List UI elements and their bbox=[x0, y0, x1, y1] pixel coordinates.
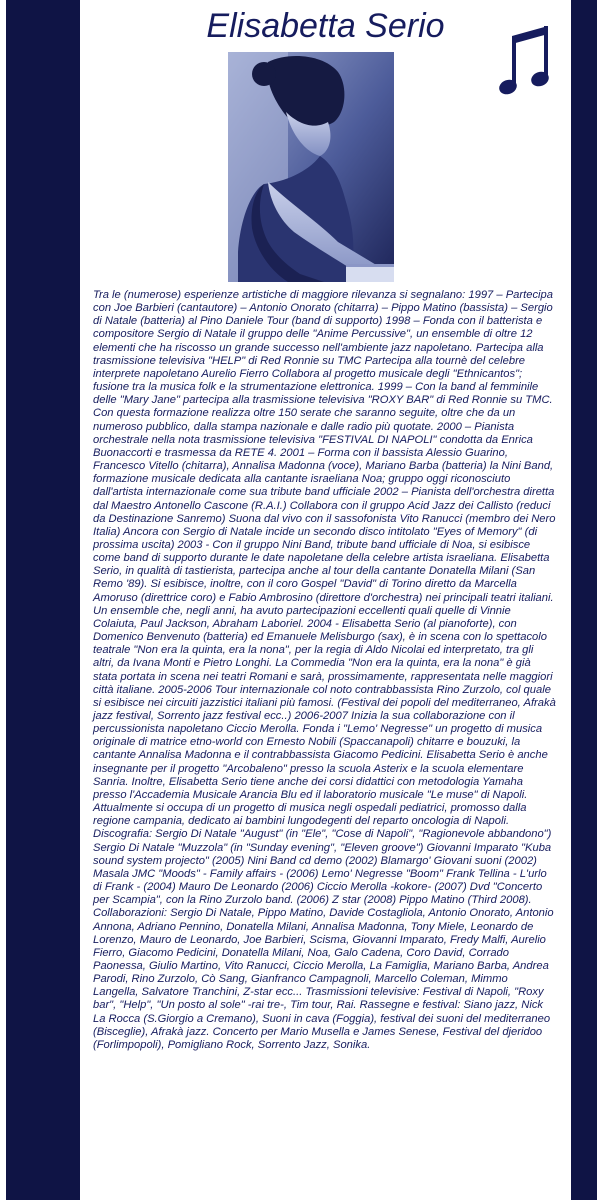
portrait-photo bbox=[228, 52, 394, 282]
main-content bbox=[80, 0, 571, 1200]
page-title: Elisabetta Serio bbox=[206, 7, 445, 45]
biography-text: Tra le (numerose) esperienze artistiche di maggiore rilevanza si segnalano: 1997 – Partecipa con Joe Barbieri (cantautore) – Antonio Onorato (chitarra) – Pippo Matino (bassista) – Sergio di Natale (batteria) al Pino Daniele Tour (band di supporto) 1998 – Fonda con il batterista e compositore Sergio di Natale il gruppo delle "Anime Percussive", un ensemble di oltre 12 elementi che ha riscosso un grande successo nell'ambiente jazz napoletano. Partecipa alla trasmissione televisiva "HELP" di Red Ronnie su TMC Partecipa alla tournè del celebre interprete napoletano Aurelio Fierro Collabora al progetto musicale degli "Ethnicantos"; fusione tra la musica folk e la strumentazione elettronica. 1999 – Con la band al femminile delle "Mary Jane" partecipa alla trasmissione televisiva "ROXY BAR" di Red Ronnie su TMC. Con questa formazione realizza oltre 150 serate che saranno seguite, oltre che da un numeroso pubblico, dalla stampa nazionale e dalle radio più quotate. 2000 – Pianista orchestrale nella nota trasmissione televisiva "FESTIVAL DI NAPOLI" condotta da Enrica Buonaccorti e trasmessa da RETE 4. 2001 – Forma con il bassista Alessio Guarino, Francesco Vitello (chitarra), Annalisa Madonna (voce), Mariano Barba (batteria) la Nini Band, formazione musicale dedicata alla cantante israeliana Noa; gruppo oggi riconosciuto dall'artista internazionale come sua tribute band ufficiale 2002 – Pianista dell'orchestra diretta dal Maestro Antonello Cascone (R.A.I.) Collabora con il gruppo Acid Jazz dei Callisto (reduci da Destinazione Sanremo) Suona dal vivo con il sassofonista Vito Ranucci (membro dei Nero Italia) Ancora con Sergio di Natale incide un secondo disco intitolato "Eyes of Memory" (di prossima uscita) 2003 - Con il gruppo Nini Band, tribute band ufficiale di Noa, si esibisce come band di supporto durante le date napoletane della celebre artista israeliana. Elisabetta Serio, in qualità di tastierista, partecipa anche al tour della cantante Donatella Milani (San Remo '89). Si esibisce, inoltre, con il coro Gospel "David" di Torino diretto da Marcella Amoruso (direttrice coro) e Fabio Ambrosino (direttore d'orchestra) nei principali teatri italiani. Un ensemble che, negli anni, ha avuto partecipazioni eccellenti quali quelle di Vinnie Colaiuta, Paul Jackson, Abraham Laboriel. 2004 - Elisabetta Serio (al pianoforte), con Domenico Benvenuto (batteria) ed Emanuele Melisburgo (sax), è in scena con lo spettacolo teatrale "Non era la quinta, era la nona", per la regia di Aldo Nicolai ed interpretato, tra gli altri, da Ivana Monti e Pietro Longhi. La Commedia "Non era la quinta, era la nona" è già stata portata in scena nei teatri Romani e sarà, prossimamente, rappresentata nelle maggiori città italiane. 2005-2006 Tour internazionale col noto contrabbassista Rino Zurzolo, col quale si esibisce nei circuiti jazzistici italiani più famosi. (Festival dei popoli del mediterraneo, Afrakà jazz festival, Sorrento jazz festival ecc..) 2006-2007 Inizia la sua collaborazione con il percussionista napoletano Ciccio Merolla. Fonda i "Lemo' Negresse" un progetto di musica originale di matrice etno-world con Ernesto Nobili (Spaccanapoli) chitarre e bouzuki, la cantante Annalisa Madonna e il contrabbassista Giacomo Pedicini. Elisabetta Serio è anche insegnante per il progetto "Arcobaleno" presso la scuola Asterix e la scuola elementare Sanria. Inoltre, Elisabetta Serio tiene anche dei corsi didattici con metodologia Yamaha presso l'Accademia Musicale Arancia Blu ed il laboratorio musicale "Le muse" di Napoli. Attualmente si occupa di un progetto di musica negli ospedali pediatrici, promosso dalla regione campania, dedicato ai bambini lungodegenti del reparto oncologia di Napoli. Discografia: Sergio Di Natale "August" (in "Ele", "Cose di Napoli", "Ragionevole abbandono") Sergio Di Natale "Muzzola" (in "Sunday evening", "Eleven groove") Giovanni Imparato "Kuba sound system projecto" (2005) Nini Band cd demo (2002) Blamargo' Giovani suoni (2002) Masala JMC "Moods" - Family affairs - (2006) Lemo' Negresse "Boom" Frank Tellina - L'urlo di Frank - (2004) Mauro De Leonardo (2006) Ciccio Merolla -kokore- (2007) Dvd "Concerto per Scampia", con la Rino Zurzolo band. (2006) Z star (2008) Pippo Matino (Third 2008). Collaborazioni: Sergio Di Natale, Pippo Matino, Davide Costagliola, Antonio Onorato, Antonio Annona, Adriano Pennino, Donatella Milani, Annalisa Madonna, Tony Miele, Leonardo de Lorenzo, Mauro de Leonardo, Joe Barbieri, Scisma, Giovanni Imparato, Fredy Malfi, Aurelio Fierro, Giacomo Pedicini, Donatella Milani, Noa, Galo Cadena, Coro David, Corrado Paonessa, Giulio Martino, Vito Ranucci, Ciccio Merolla, La Famiglia, Mariano Barba, Andrea Parodi, Rino Zurzolo, Cò Sang, Gianfranco Campagnoli, Marcello Coleman, Mimmo Langella, Salvatore Tranchini, Z-star ecc... Trasmissioni televisive: Festival di Napoli, "Roxy bar", "Help", "Un posto al sole" -rai tre-, Tim tour, Rai. Rassegne e festival: Siano jazz, Nick La Rocca (S.Giorgio a Cremano), Suoni in cava (Foggia), festival dei suoni del mediterraneo (Bisceglie), Afrakà jazz. Concerto per Mario Musella e James Senese, Festival del djeridoo (Forlimpopoli), Pomigliano Rock, Sorrento Jazz, Sonika. bbox=[93, 289, 556, 1051]
page-margin-right bbox=[597, 0, 604, 1200]
left-side-panel bbox=[6, 0, 80, 1200]
right-side-panel bbox=[571, 0, 597, 1200]
music-note-icon bbox=[498, 22, 554, 98]
